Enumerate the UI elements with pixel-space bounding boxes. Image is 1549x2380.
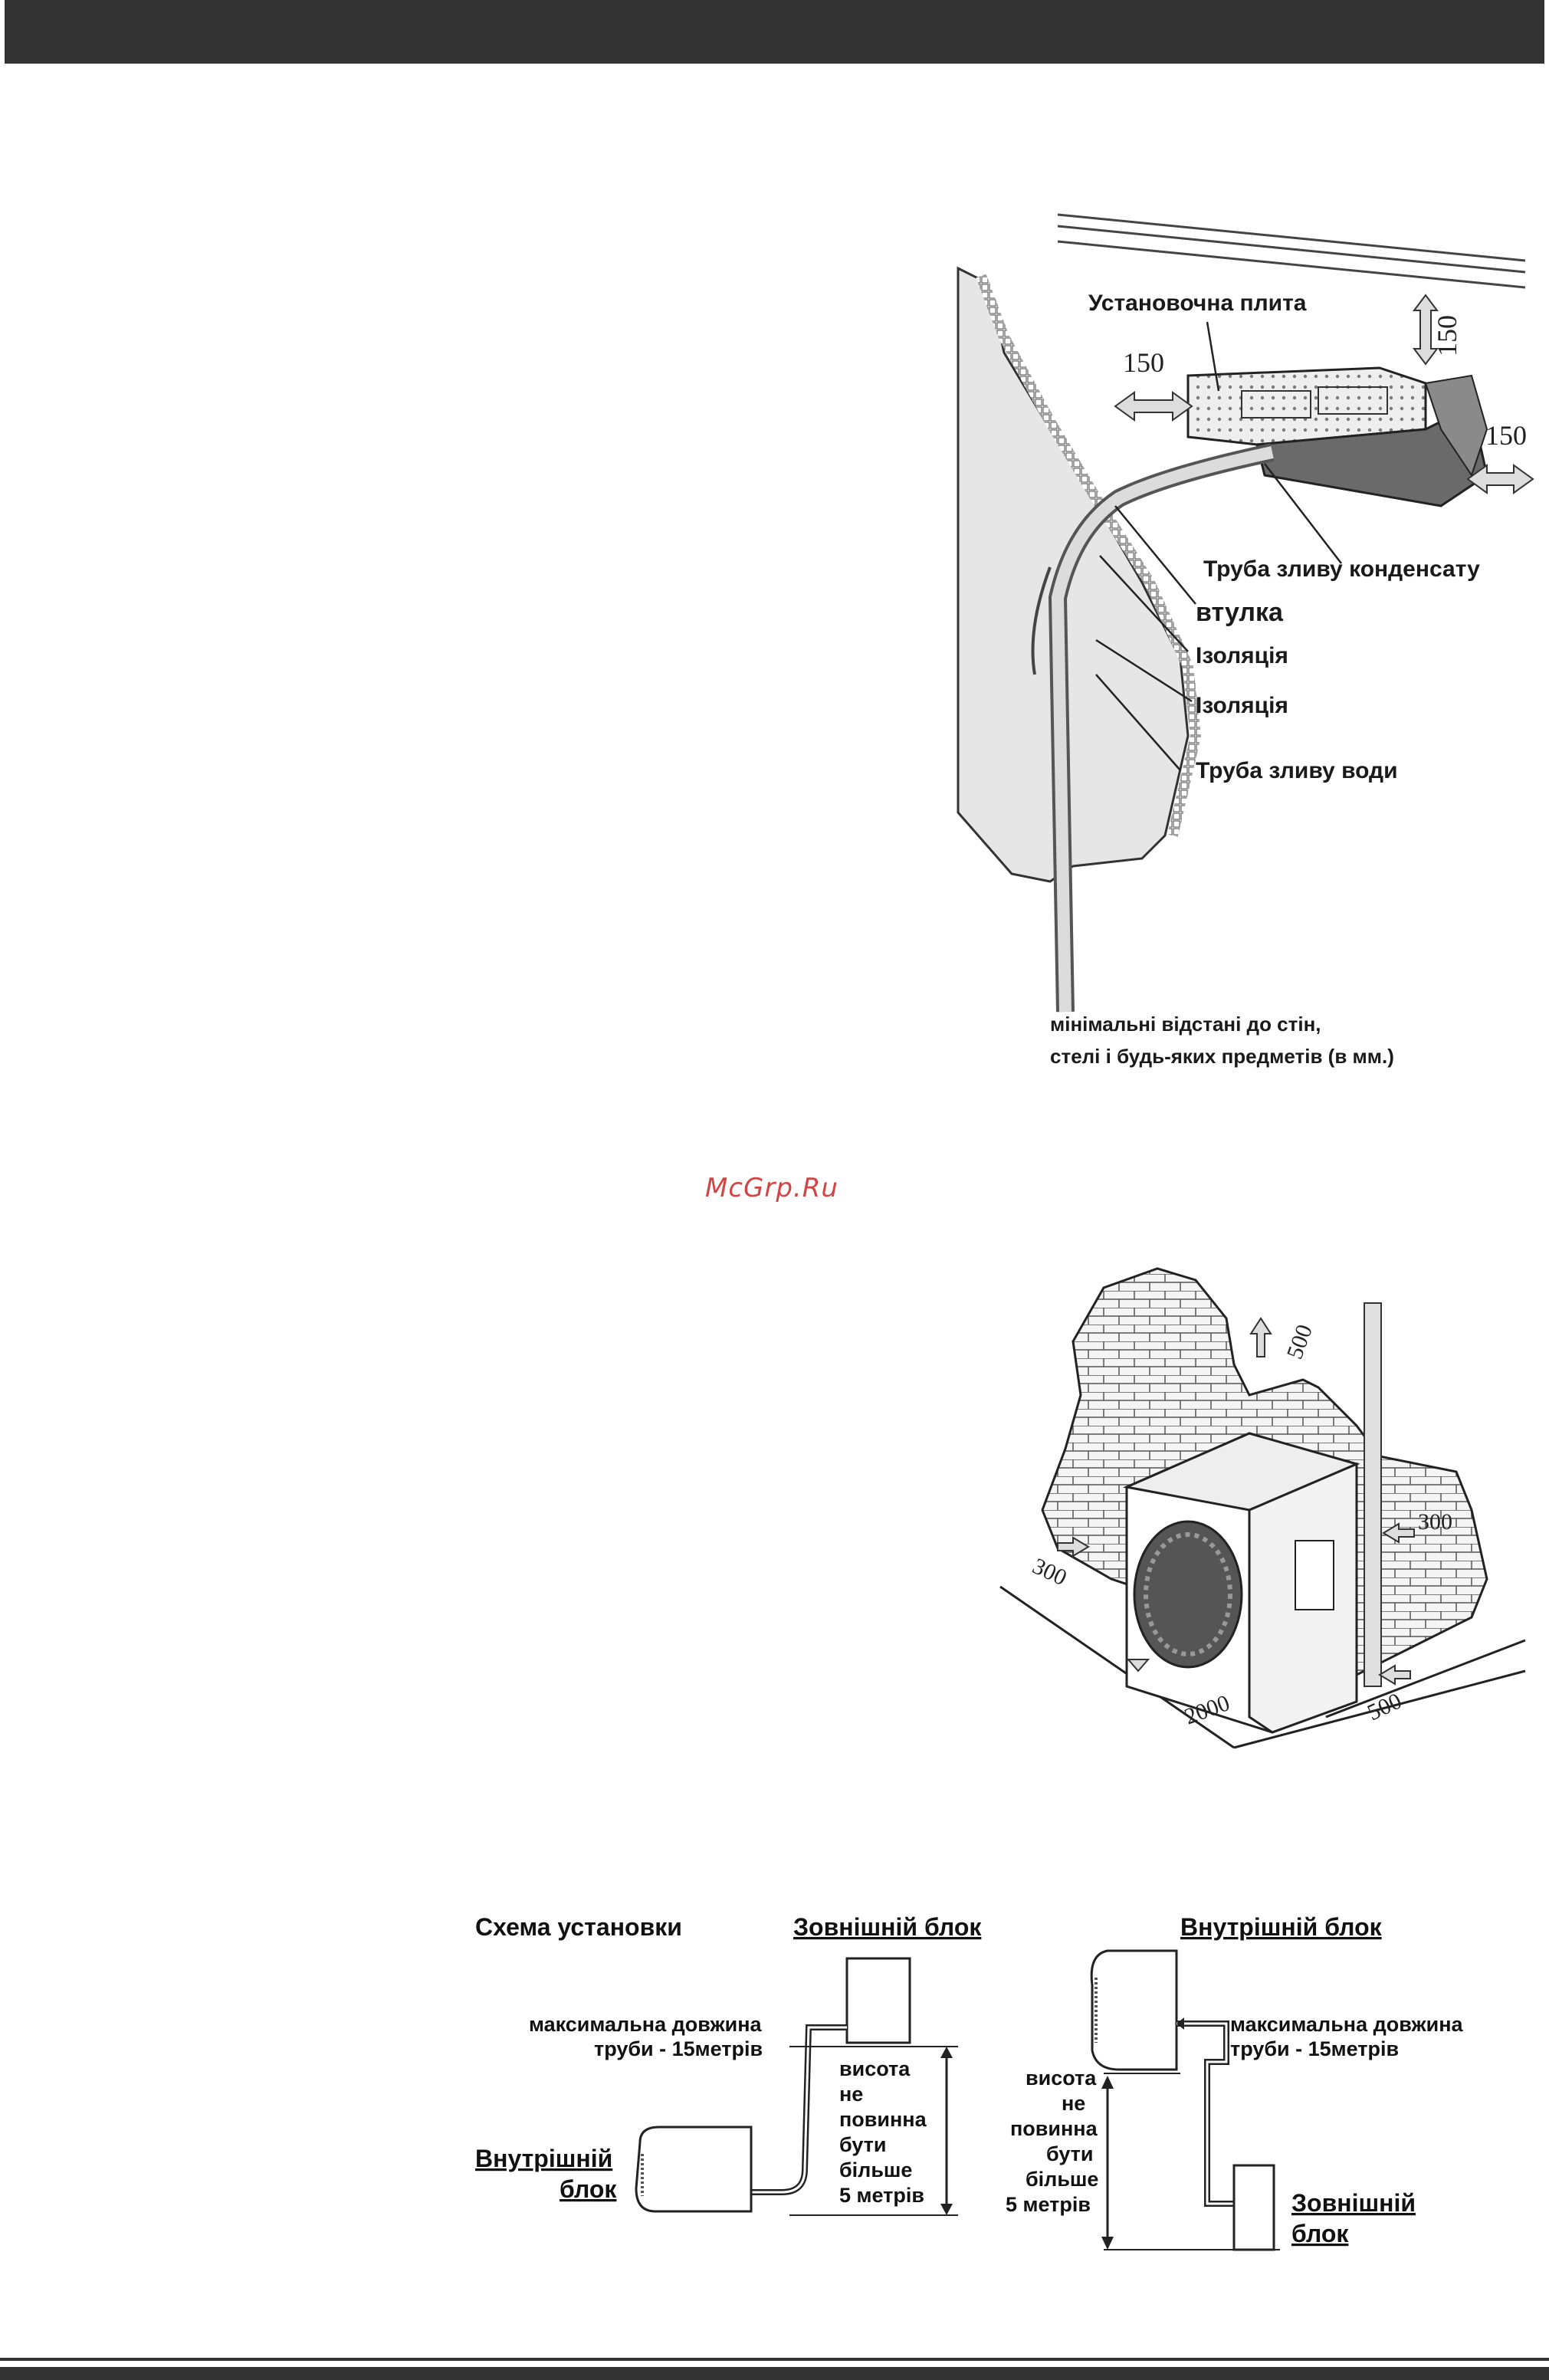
left-height-2: не — [839, 2083, 864, 2106]
label-insulation-2: Ізоляція — [1196, 693, 1288, 718]
left-height-6: 5 метрів — [839, 2184, 924, 2207]
clearance-arrow-left — [1115, 392, 1192, 420]
outdoor-unit — [1127, 1433, 1357, 1732]
left-max-length-2: труби - 15метрів — [594, 2037, 763, 2060]
left-outdoor-unit — [847, 1958, 910, 2043]
left-height-1: висота — [839, 2057, 911, 2080]
right-height-3: повинна — [1010, 2117, 1098, 2140]
watermark: McGrp.Ru — [705, 1173, 838, 1203]
right-height-6: 5 метрів — [1006, 2193, 1091, 2216]
right-outdoor-label-1: Зовнішній — [1291, 2189, 1416, 2217]
right-height-4: бути — [1046, 2142, 1094, 2165]
right-height-2: не — [1062, 2092, 1086, 2115]
left-indoor-label-1: Внутрішній — [475, 2145, 613, 2172]
left-height-5: більше — [839, 2158, 913, 2181]
caption-line-2: стелі і будь-яких предметів (в мм.) — [1050, 1045, 1394, 1068]
right-max-length-1: максимальна довжина — [1230, 2013, 1463, 2036]
clearance-top: 150 — [1432, 315, 1462, 356]
clearance-outdoor-top: 500 — [1282, 1321, 1318, 1363]
right-outdoor-label-2: блок — [1291, 2220, 1349, 2247]
clearance-outdoor-front: 2000 — [1181, 1690, 1233, 1730]
left-pipe — [751, 2027, 847, 2192]
label-mounting-plate: Установочна плита — [1088, 291, 1307, 316]
left-height-4: бути — [839, 2133, 887, 2156]
clearance-outdoor-left: 300 — [1029, 1553, 1071, 1591]
clearance-left: 150 — [1123, 347, 1164, 378]
label-condensate-pipe: Труба зливу конденсату — [1203, 556, 1480, 582]
right-max-length-2: труби - 15метрів — [1230, 2037, 1400, 2060]
clearance-outdoor-right: 300 — [1418, 1509, 1452, 1535]
left-height-3: повинна — [839, 2108, 927, 2131]
vertical-pipe — [1364, 1303, 1381, 1686]
scheme-right — [1006, 1913, 1464, 2250]
clearance-outdoor-side: 500 — [1364, 1688, 1406, 1726]
right-outdoor-unit — [1234, 2165, 1274, 2250]
footer-rule-thin — [0, 2358, 1549, 2361]
label-insulation-1: Ізоляція — [1196, 643, 1288, 668]
indoor-install-diagram — [935, 199, 1541, 1104]
clearance-right: 150 — [1485, 420, 1527, 451]
left-max-length-1: максимальна довжина — [529, 2013, 762, 2036]
right-indoor-unit — [1091, 1951, 1177, 2070]
right-indoor-label: Внутрішній блок — [1180, 1913, 1382, 1941]
left-indoor-unit — [636, 2127, 751, 2211]
right-height-1: висота — [1026, 2066, 1097, 2089]
outdoor-install-diagram — [996, 1257, 1533, 1755]
installation-scheme — [460, 1901, 1533, 2269]
footer-rule-thick — [0, 2367, 1549, 2380]
left-outdoor-label: Зовнішній блок — [793, 1913, 982, 1941]
label-water-drain-pipe: Труба зливу води — [1196, 758, 1398, 783]
ceiling-lines — [1058, 215, 1525, 287]
scheme-title: Схема установки — [475, 1913, 682, 1941]
label-sleeve: втулка — [1196, 598, 1283, 627]
right-height-5: більше — [1026, 2168, 1099, 2191]
scheme-left — [475, 1913, 982, 2215]
header-bar — [5, 0, 1544, 64]
caption-line-1: мінімальні відстані до стін, — [1050, 1013, 1321, 1036]
left-indoor-label-2: блок — [560, 2175, 617, 2203]
